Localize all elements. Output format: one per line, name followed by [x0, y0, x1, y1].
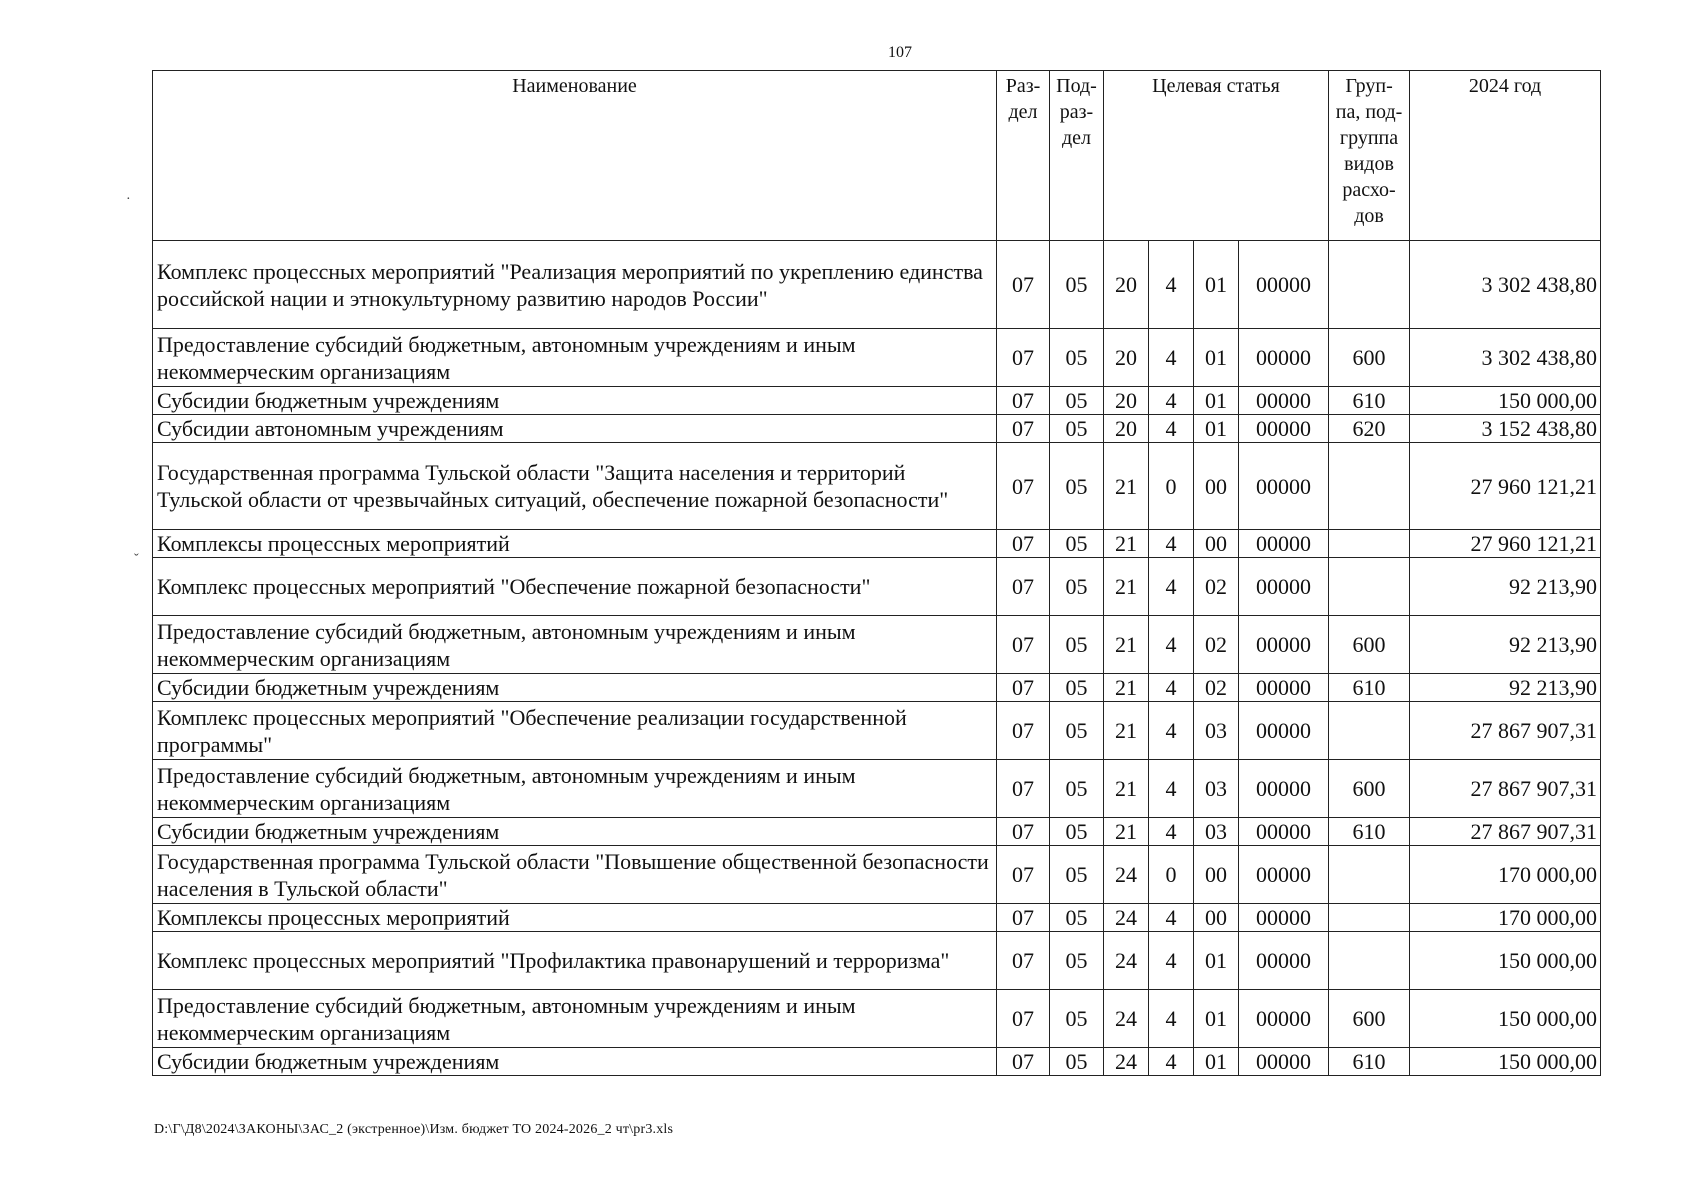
- row-section: 07: [997, 443, 1050, 530]
- row-expense-group: 600: [1329, 616, 1410, 674]
- margin-dot-mark: ·: [126, 192, 131, 207]
- row-name: Комплекс процессных мероприятий "Обеспечение пожарной безопасности": [153, 558, 997, 616]
- row-amount: 3 302 438,80: [1410, 329, 1601, 387]
- row-section: 07: [997, 702, 1050, 760]
- row-target-program: 21: [1104, 530, 1149, 558]
- row-target-activity: 00: [1194, 846, 1239, 904]
- row-subsection: 05: [1050, 1048, 1104, 1076]
- row-target-type: 4: [1149, 674, 1194, 702]
- table-row: [153, 415, 1601, 443]
- table-row: [153, 1048, 1601, 1076]
- row-amount: 27 960 121,21: [1410, 530, 1601, 558]
- row-target-direction: 00000: [1239, 932, 1329, 990]
- table-row: [153, 932, 1601, 990]
- row-section: 07: [997, 329, 1050, 387]
- row-section: 07: [997, 558, 1050, 616]
- row-target-program: 24: [1104, 932, 1149, 990]
- row-name: Комплексы процессных мероприятий: [153, 530, 997, 558]
- row-section: 07: [997, 818, 1050, 846]
- row-name: Предоставление субсидий бюджетным, автономным учреждениям и иным некоммерческим организациям: [153, 329, 997, 387]
- footer-file-path: D:\Г\Д8\2024\ЗАКОНЫ\ЗАС_2 (экстренное)\Изм. бюджет ТО 2024-2026_2 чт\pr3.xls: [154, 1122, 674, 1137]
- table-row: [153, 760, 1601, 818]
- row-target-type: 4: [1149, 415, 1194, 443]
- row-amount: 150 000,00: [1410, 932, 1601, 990]
- row-target-activity: 02: [1194, 674, 1239, 702]
- page-number: 107: [888, 44, 912, 61]
- row-expense-group: 600: [1329, 990, 1410, 1048]
- row-amount: 3 152 438,80: [1410, 415, 1601, 443]
- row-target-direction: 00000: [1239, 329, 1329, 387]
- row-target-activity: 01: [1194, 1048, 1239, 1076]
- table-row: [153, 443, 1601, 530]
- row-target-program: 21: [1104, 818, 1149, 846]
- table-row: [153, 241, 1601, 329]
- row-amount: 170 000,00: [1410, 904, 1601, 932]
- row-subsection: 05: [1050, 818, 1104, 846]
- row-subsection: 05: [1050, 932, 1104, 990]
- row-amount: 27 960 121,21: [1410, 443, 1601, 530]
- row-subsection: 05: [1050, 415, 1104, 443]
- table-row: [153, 329, 1601, 387]
- row-name: Предоставление субсидий бюджетным, автономным учреждениям и иным некоммерческим организациям: [153, 616, 997, 674]
- row-target-program: 24: [1104, 904, 1149, 932]
- row-target-program: 20: [1104, 415, 1149, 443]
- row-amount: 3 302 438,80: [1410, 241, 1601, 329]
- margin-check-mark: ˇ: [134, 552, 139, 567]
- row-expense-group: 600: [1329, 329, 1410, 387]
- header-subsection: Под- раз- дел: [1050, 71, 1104, 241]
- row-target-program: 20: [1104, 387, 1149, 415]
- row-target-program: 21: [1104, 760, 1149, 818]
- row-target-direction: 00000: [1239, 846, 1329, 904]
- table-row: [153, 702, 1601, 760]
- row-target-direction: 00000: [1239, 674, 1329, 702]
- row-target-type: 4: [1149, 1048, 1194, 1076]
- row-target-type: 4: [1149, 241, 1194, 329]
- table-body: [153, 241, 1601, 1076]
- row-expense-group: [1329, 932, 1410, 990]
- row-target-direction: 00000: [1239, 760, 1329, 818]
- table-row: [153, 846, 1601, 904]
- row-section: 07: [997, 932, 1050, 990]
- row-target-activity: 00: [1194, 530, 1239, 558]
- table-row: [153, 558, 1601, 616]
- row-target-type: 4: [1149, 329, 1194, 387]
- row-subsection: 05: [1050, 904, 1104, 932]
- row-expense-group: 600: [1329, 760, 1410, 818]
- row-subsection: 05: [1050, 530, 1104, 558]
- row-subsection: 05: [1050, 558, 1104, 616]
- header-expense-group: Груп- па, под- группа видов расхо- дов: [1329, 71, 1410, 241]
- row-target-program: 24: [1104, 846, 1149, 904]
- header-section: Раз- дел: [997, 71, 1050, 241]
- row-name: Предоставление субсидий бюджетным, автономным учреждениям и иным некоммерческим организациям: [153, 990, 997, 1048]
- row-target-program: 21: [1104, 558, 1149, 616]
- row-name: Государственная программа Тульской области "Защита населения и территорий Тульской области от чрезвычайных ситуаций, обеспечение пожарной безопасности": [153, 443, 997, 530]
- row-target-direction: 00000: [1239, 443, 1329, 530]
- row-amount: 92 213,90: [1410, 558, 1601, 616]
- row-target-direction: 00000: [1239, 241, 1329, 329]
- row-target-direction: 00000: [1239, 990, 1329, 1048]
- row-target-program: 21: [1104, 674, 1149, 702]
- row-expense-group: [1329, 558, 1410, 616]
- row-section: 07: [997, 846, 1050, 904]
- row-section: 07: [997, 387, 1050, 415]
- row-expense-group: 620: [1329, 415, 1410, 443]
- row-target-program: 21: [1104, 443, 1149, 530]
- row-expense-group: [1329, 241, 1410, 329]
- row-target-program: 24: [1104, 990, 1149, 1048]
- row-subsection: 05: [1050, 616, 1104, 674]
- row-target-direction: 00000: [1239, 415, 1329, 443]
- row-amount: 150 000,00: [1410, 990, 1601, 1048]
- row-name: Комплексы процессных мероприятий: [153, 904, 997, 932]
- row-target-type: 4: [1149, 530, 1194, 558]
- row-expense-group: [1329, 904, 1410, 932]
- row-target-type: 4: [1149, 990, 1194, 1048]
- row-subsection: 05: [1050, 329, 1104, 387]
- row-target-type: 4: [1149, 932, 1194, 990]
- row-target-activity: 00: [1194, 443, 1239, 530]
- table-row: [153, 616, 1601, 674]
- header-target-article: Целевая статья: [1104, 71, 1329, 241]
- row-amount: 150 000,00: [1410, 387, 1601, 415]
- table-row: [153, 530, 1601, 558]
- row-target-activity: 03: [1194, 702, 1239, 760]
- row-subsection: 05: [1050, 241, 1104, 329]
- row-subsection: 05: [1050, 846, 1104, 904]
- row-expense-group: [1329, 443, 1410, 530]
- row-target-direction: 00000: [1239, 530, 1329, 558]
- row-target-direction: 00000: [1239, 904, 1329, 932]
- row-target-direction: 00000: [1239, 818, 1329, 846]
- row-target-activity: 01: [1194, 932, 1239, 990]
- row-target-activity: 03: [1194, 818, 1239, 846]
- row-name: Субсидии бюджетным учреждениям: [153, 674, 997, 702]
- row-expense-group: 610: [1329, 1048, 1410, 1076]
- row-section: 07: [997, 1048, 1050, 1076]
- row-subsection: 05: [1050, 990, 1104, 1048]
- row-section: 07: [997, 904, 1050, 932]
- row-section: 07: [997, 241, 1050, 329]
- row-target-program: 21: [1104, 702, 1149, 760]
- row-target-program: 21: [1104, 616, 1149, 674]
- row-section: 07: [997, 616, 1050, 674]
- row-section: 07: [997, 415, 1050, 443]
- row-target-activity: 02: [1194, 558, 1239, 616]
- row-section: 07: [997, 530, 1050, 558]
- row-name: Субсидии бюджетным учреждениям: [153, 1048, 997, 1076]
- row-target-activity: 01: [1194, 415, 1239, 443]
- row-target-program: 24: [1104, 1048, 1149, 1076]
- row-target-type: 4: [1149, 702, 1194, 760]
- row-target-direction: 00000: [1239, 1048, 1329, 1076]
- table-row: [153, 674, 1601, 702]
- row-amount: 170 000,00: [1410, 846, 1601, 904]
- row-target-activity: 01: [1194, 387, 1239, 415]
- row-target-type: 0: [1149, 846, 1194, 904]
- row-expense-group: 610: [1329, 674, 1410, 702]
- table-row: [153, 818, 1601, 846]
- row-target-activity: 00: [1194, 904, 1239, 932]
- row-target-activity: 02: [1194, 616, 1239, 674]
- row-amount: 92 213,90: [1410, 674, 1601, 702]
- row-name: Предоставление субсидий бюджетным, автономным учреждениям и иным некоммерческим организациям: [153, 760, 997, 818]
- row-amount: 27 867 907,31: [1410, 760, 1601, 818]
- row-target-direction: 00000: [1239, 702, 1329, 760]
- row-target-activity: 01: [1194, 990, 1239, 1048]
- row-target-program: 20: [1104, 329, 1149, 387]
- row-name: Субсидии бюджетным учреждениям: [153, 387, 997, 415]
- row-name: Комплекс процессных мероприятий "Профилактика правонарушений и терроризма": [153, 932, 997, 990]
- row-section: 07: [997, 990, 1050, 1048]
- row-amount: 27 867 907,31: [1410, 702, 1601, 760]
- row-subsection: 05: [1050, 760, 1104, 818]
- row-target-direction: 00000: [1239, 558, 1329, 616]
- table-row: [153, 990, 1601, 1048]
- row-expense-group: [1329, 702, 1410, 760]
- row-target-type: 4: [1149, 387, 1194, 415]
- row-amount: 150 000,00: [1410, 1048, 1601, 1076]
- row-target-direction: 00000: [1239, 616, 1329, 674]
- row-target-activity: 01: [1194, 329, 1239, 387]
- row-name: Комплекс процессных мероприятий "Обеспечение реализации государственной программы": [153, 702, 997, 760]
- row-target-activity: 03: [1194, 760, 1239, 818]
- row-amount: 27 867 907,31: [1410, 818, 1601, 846]
- table-row: [153, 387, 1601, 415]
- row-expense-group: [1329, 846, 1410, 904]
- row-section: 07: [997, 674, 1050, 702]
- row-target-type: 4: [1149, 760, 1194, 818]
- row-target-type: 4: [1149, 616, 1194, 674]
- row-target-type: 4: [1149, 558, 1194, 616]
- row-target-program: 20: [1104, 241, 1149, 329]
- row-name: Субсидии бюджетным учреждениям: [153, 818, 997, 846]
- row-subsection: 05: [1050, 702, 1104, 760]
- row-name: Государственная программа Тульской области "Повышение общественной безопасности населения в Тульской области": [153, 846, 997, 904]
- row-target-direction: 00000: [1239, 387, 1329, 415]
- row-amount: 92 213,90: [1410, 616, 1601, 674]
- row-name: Субсидии автономным учреждениям: [153, 415, 997, 443]
- table-row: [153, 904, 1601, 932]
- budget-table: [152, 70, 1601, 1076]
- row-target-activity: 01: [1194, 241, 1239, 329]
- row-expense-group: [1329, 530, 1410, 558]
- row-subsection: 05: [1050, 387, 1104, 415]
- row-expense-group: 610: [1329, 818, 1410, 846]
- row-subsection: 05: [1050, 674, 1104, 702]
- header-year: 2024 год: [1410, 71, 1601, 241]
- header-name: Наименование: [153, 71, 997, 241]
- row-target-type: 4: [1149, 904, 1194, 932]
- table-header-row: [153, 71, 1601, 241]
- row-target-type: 0: [1149, 443, 1194, 530]
- row-expense-group: 610: [1329, 387, 1410, 415]
- row-subsection: 05: [1050, 443, 1104, 530]
- row-section: 07: [997, 760, 1050, 818]
- row-name: Комплекс процессных мероприятий "Реализация мероприятий по укреплению единства российской нации и этнокультурному развитию народов России": [153, 241, 997, 329]
- row-target-type: 4: [1149, 818, 1194, 846]
